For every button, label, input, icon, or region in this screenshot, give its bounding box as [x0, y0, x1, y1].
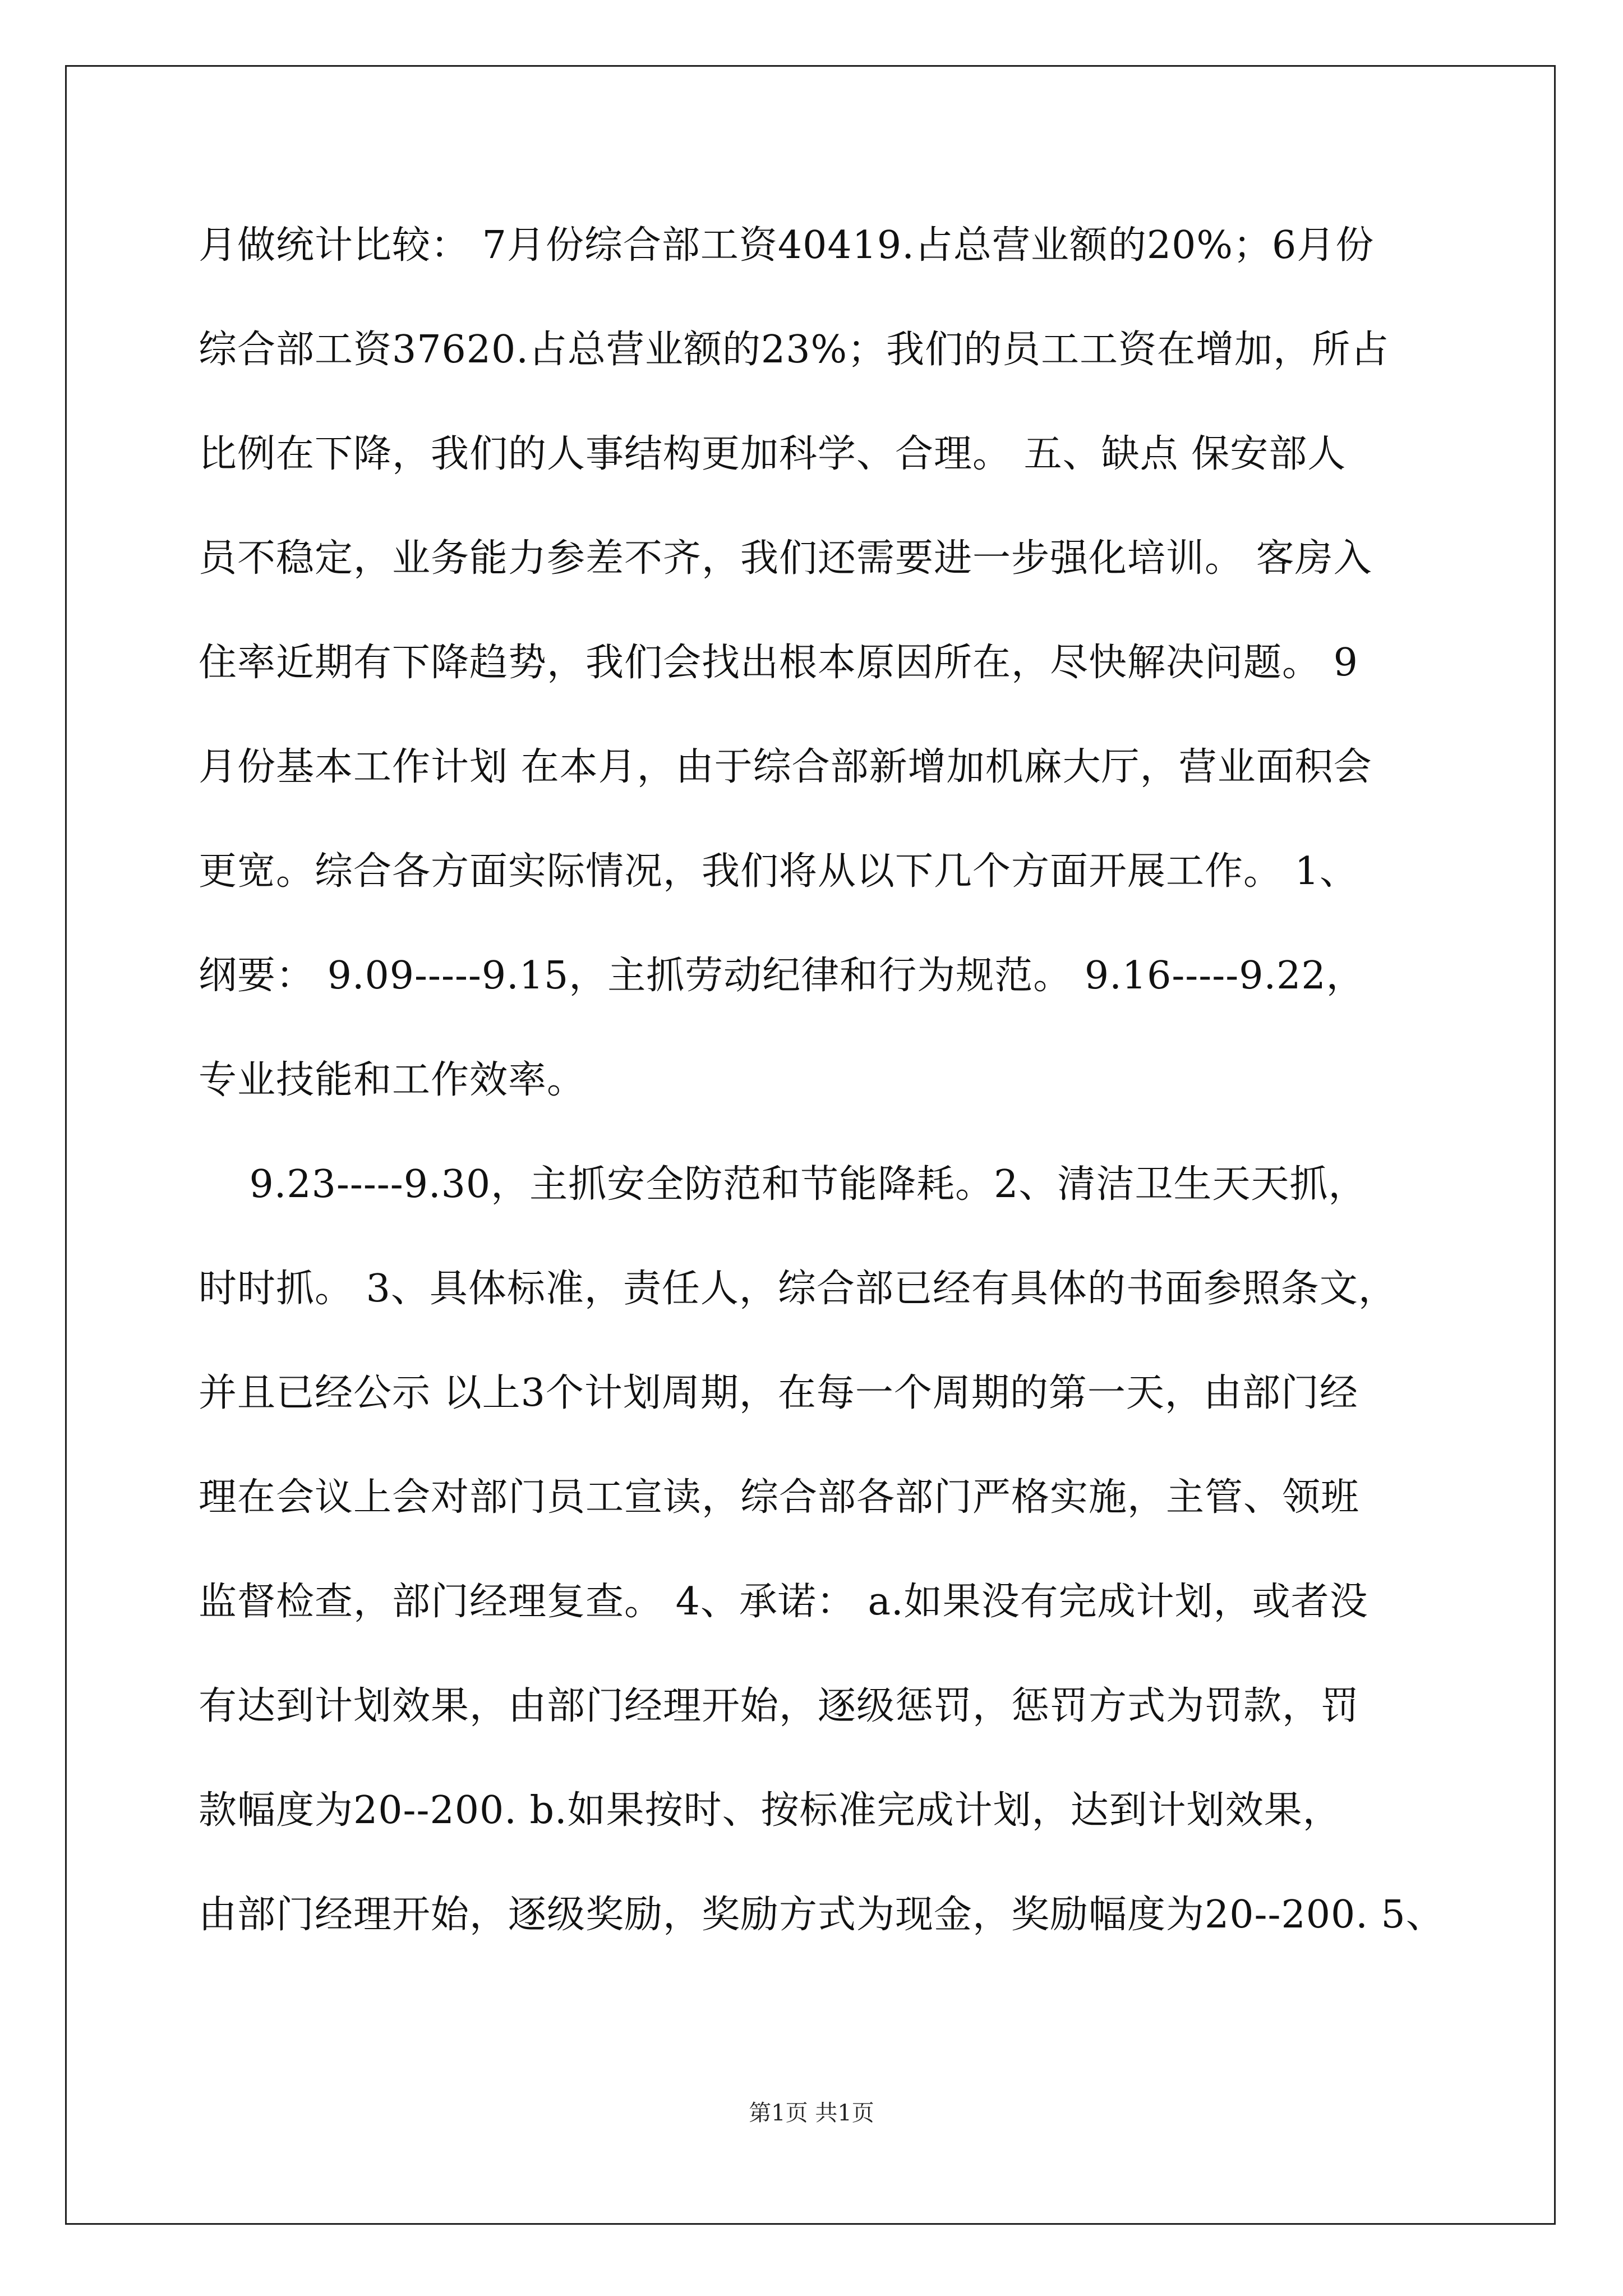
text-line: 9.23-----9.30，主抓安全防范和节能降耗。2、清洁卫生天天抓， [199, 1162, 1367, 1207]
text-line: 综合部工资37620.占总营业额的23%；我们的员工工资在增加，所占 [199, 328, 1390, 372]
text-line: 纲要： 9.09-----9.15，主抓劳动纪律和行为规范。 9.16-----9.22， [199, 954, 1365, 998]
text-line: 监督检查，部门经理复查。 4、承诺： a.如果没有完成计划，或者没 [199, 1580, 1368, 1624]
page-footer: 第1页 共1页 [749, 2100, 874, 2126]
text-line: 比例在下降，我们的人事结构更加科学、合理。 五、缺点 保安部人 [199, 432, 1347, 476]
text-line: 月做统计比较： 7月份综合部工资40419.占总营业额的20%；6月份 [199, 223, 1375, 268]
text-line: 月份基本工作计划 在本月，由于综合部新增加机麻大厅，营业面积会 [199, 745, 1372, 789]
text-line: 并且已经公示 以上3个计划周期，在每一个周期的第一天，由部门经 [199, 1371, 1358, 1415]
text-line: 款幅度为20--200. b.如果按时、按标准完成计划，达到计划效果， [199, 1788, 1341, 1833]
text-line: 员不稳定，业务能力参差不齐，我们还需要进一步强化培训。 客房入 [199, 536, 1372, 581]
text-line: 由部门经理开始，逐级奖励，奖励方式为现金，奖励幅度为20--200. 5、 [199, 1893, 1445, 1937]
text-line: 更宽。综合各方面实际情况，我们将从以下几个方面开展工作。 1、 [199, 849, 1358, 894]
document-body [199, 218, 1466, 1991]
text-line: 理在会议上会对部门员工宣读，综合部各部门严格实施，主管、领班 [199, 1475, 1360, 1520]
text-line: 住率近期有下降趋势，我们会找出根本原因所在，尽快解决问题。 9 [199, 641, 1358, 685]
text-line: 专业技能和工作效率。 [199, 1058, 586, 1102]
text-line: 有达到计划效果，由部门经理开始，逐级惩罚，惩罚方式为罚款，罚 [199, 1684, 1360, 1728]
text-line: 时时抓。 3、具体标准，责任人，综合部已经有具体的书面参照条文， [199, 1267, 1397, 1311]
